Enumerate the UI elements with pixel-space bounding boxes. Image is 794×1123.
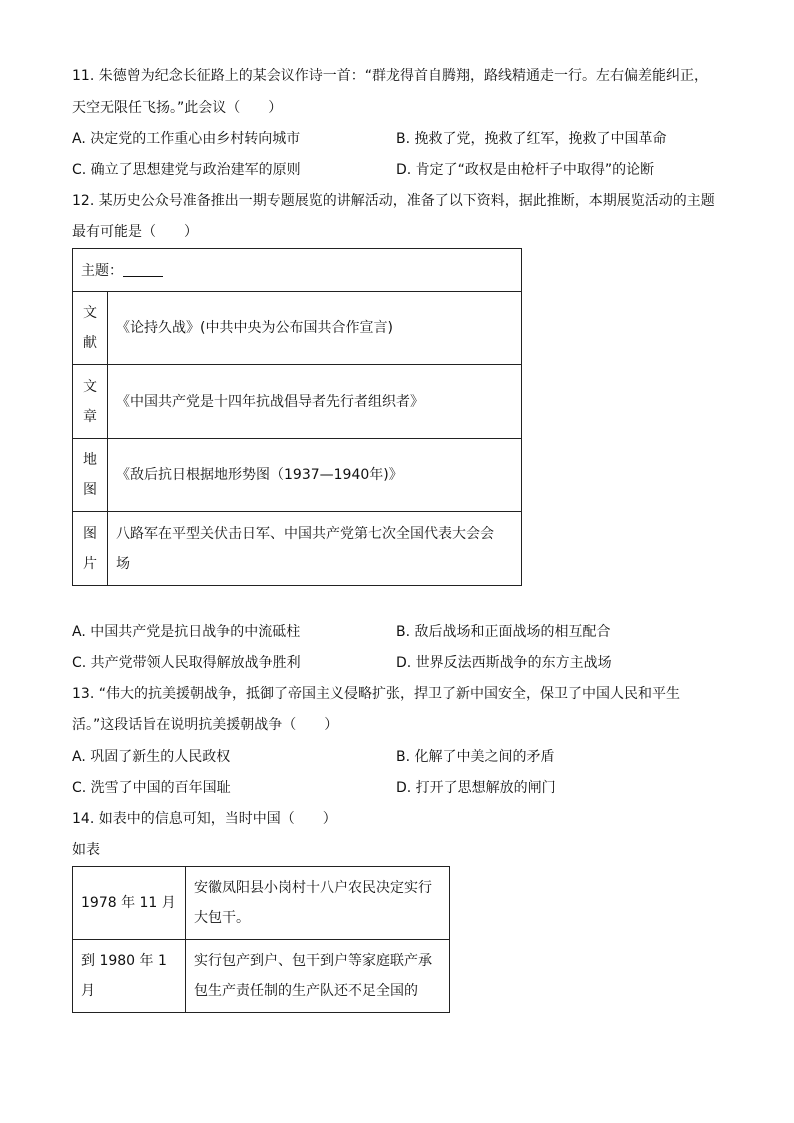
table-row	[73, 365, 522, 439]
row-content: 安徽凤阳县小岗村十八户农民决定实行 大包干。	[186, 867, 450, 940]
q12-stem-line1: 12. 某历史公众号准备推出一期专题展览的讲解活动，准备了以下资料，据此推断，本期展览活动的主题	[72, 193, 715, 209]
q12-option-d: D. 世界反法西斯战争的东方主战场	[396, 655, 612, 671]
row-label: 图 片	[73, 512, 108, 586]
q12-option-b: B. 敌后战场和正面战场的相互配合	[396, 624, 611, 640]
row-content: 《敌后抗日根据地形势图（1937—1940年)》	[108, 439, 522, 512]
q13-stem-line1: 13. “伟大的抗美援朝战争，抵御了帝国主义侵略扩张，捍卫了新中国安全，保卫了中国人民和平生	[72, 686, 680, 702]
row-content: 《中国共产党是十四年抗战倡导者先行者组织者》	[108, 365, 522, 439]
q12-stem-line2: 最有可能是（ ）	[72, 224, 198, 240]
table-row	[73, 292, 522, 365]
q13-option-d: D. 打开了思想解放的闸门	[396, 780, 556, 796]
q13-option-a: A. 巩固了新生的人民政权	[72, 749, 231, 765]
q13-stem-line2: 活。”这段话旨在说明抗美援朝战争（ ）	[72, 717, 339, 733]
row-content: 《论持久战》(中共中央为公布国共合作宣言)	[108, 292, 522, 365]
q12-option-c: C. 共产党带领人民取得解放战争胜利	[72, 655, 301, 671]
q14-table	[72, 866, 450, 1013]
row-content: 实行包产到户、包干到户等家庭联产承 包生产责任制的生产队还不足全国的	[186, 940, 450, 1013]
q11-stem-line1: 11. 朱德曾为纪念长征路上的某会议作诗一首：“群龙得首自腾翔，路线精通走一行。左右偏差能纠正，	[72, 68, 708, 84]
table-row	[73, 439, 522, 512]
q11-stem-line2: 天空无限任飞扬。”此会议（ ）	[72, 100, 283, 116]
q13-option-b: B. 化解了中美之间的矛盾	[396, 749, 555, 765]
q14-caption: 如表	[72, 842, 100, 858]
table-header	[73, 249, 522, 292]
q12-material-table	[72, 248, 522, 586]
theme-blank	[123, 262, 163, 277]
row-date: 1978 年 11 月	[73, 867, 186, 940]
table-row	[73, 867, 450, 940]
q11-option-c: C. 确立了思想建党与政治建军的原则	[72, 162, 301, 178]
row-label: 文 献	[73, 292, 108, 365]
row-date: 到 1980 年 1 月	[73, 940, 186, 1013]
table-row	[73, 940, 450, 1013]
row-label: 文 章	[73, 365, 108, 439]
row-content: 八路军在平型关伏击日军、中国共产党第七次全国代表大会会 场	[108, 512, 522, 586]
q13-option-c: C. 洗雪了中国的百年国耻	[72, 780, 231, 796]
q11-option-d: D. 肯定了“政权是由枪杆子中取得”的论断	[396, 162, 655, 178]
table-row	[73, 512, 522, 586]
q11-option-b: B. 挽救了党，挽救了红军，挽救了中国革命	[396, 131, 667, 147]
theme-label: 主题：	[81, 263, 123, 279]
q14-stem: 14. 如表中的信息可知，当时中国（ ）	[72, 811, 337, 827]
q12-option-a: A. 中国共产党是抗日战争的中流砥柱	[72, 624, 301, 640]
row-label: 地 图	[73, 439, 108, 512]
q11-option-a: A. 决定党的工作重心由乡村转向城市	[72, 131, 301, 147]
